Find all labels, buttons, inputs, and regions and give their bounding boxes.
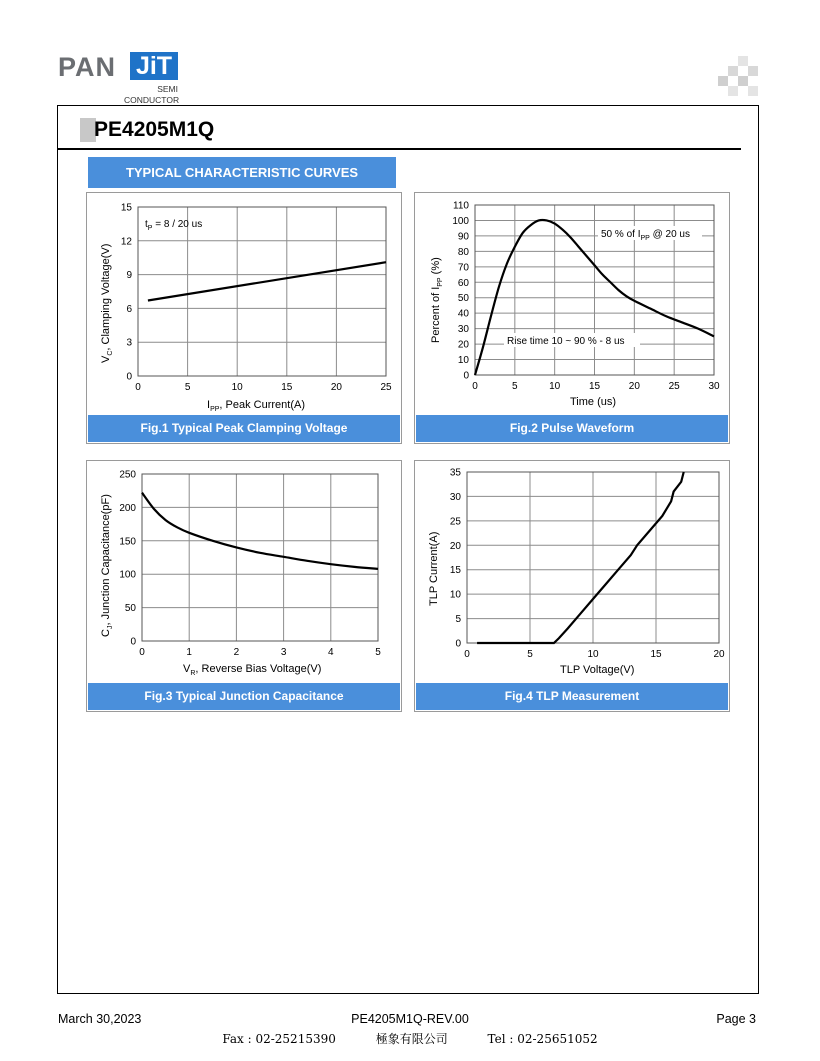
fig4-ytick-6: 30 (449, 491, 461, 503)
fig1-plot-area (138, 207, 386, 376)
fig1-ytick-0: 0 (126, 371, 132, 383)
figure-1-ylabel-text: $V_C$, Clamping Voltage(V) (100, 243, 114, 363)
fig2-xtick-3: 15 (588, 381, 601, 392)
fig1-ytick-5: 15 (120, 202, 132, 214)
title-divider (57, 148, 741, 150)
figure-2-chart (415, 193, 731, 415)
figure-1-caption: Fig.1 Typical Peak Clamping Voltage (88, 415, 400, 442)
figure-2-annotation-2: Rise time 10 ~ 90 % - 8 us (507, 336, 625, 347)
fig2-ytick-7: 70 (457, 262, 469, 274)
fig4-ytick-1: 5 (455, 614, 461, 626)
logo-jit-text: JiT (130, 52, 178, 80)
fig1-xtick-0: 0 (135, 382, 141, 393)
fig3-xtick-3: 3 (280, 647, 287, 658)
figure-1-xlabel: $I_{PP}$, Peak Current(A) (207, 399, 305, 413)
fig4-ytick-0: 0 (455, 638, 461, 650)
fig1-xtick-5: 25 (380, 382, 392, 393)
fig3-plot-area (142, 474, 378, 641)
fig4-xtick-3: 15 (650, 649, 662, 660)
fig3-ytick-2: 100 (119, 569, 136, 581)
figure-4-chart (415, 461, 731, 683)
fig1-ytick-3: 9 (126, 270, 132, 282)
fig3-ytick-5: 250 (119, 469, 136, 481)
fig2-ytick-0: 0 (463, 370, 469, 382)
footer-tel: Tel : 02-25651052 (487, 1032, 598, 1046)
fig2-ytick-2: 20 (457, 339, 469, 351)
figure-3-xlabel: $V_R$, Reverse Bias Voltage(V) (183, 663, 322, 677)
fig4-xtick-2: 10 (587, 649, 599, 660)
fig3-xtick-4: 4 (328, 647, 334, 658)
fig1-ytick-4: 12 (120, 236, 132, 248)
fig4-ytick-7: 35 (449, 467, 461, 479)
fig3-xtick-2: 2 (233, 647, 240, 658)
figure-3-ylabel: $C_J$, Junction Capacitance(pF) (100, 494, 114, 637)
fig4-xtick-0: 0 (464, 649, 470, 660)
fig2-ytick-1: 10 (457, 355, 469, 367)
logo-conductor-text: CONDUCTOR (124, 95, 180, 105)
fig3-ytick-4: 200 (119, 502, 136, 514)
fig2-xtick-0: 0 (472, 381, 478, 392)
fig1-ytick-1: 3 (126, 337, 132, 349)
figure-2-annotation-1: 50 % of $I_{PP}$ @ 20 us (601, 229, 690, 242)
fig2-ytick-5: 50 (457, 293, 469, 305)
fig3-xtick-1: 1 (186, 647, 192, 658)
figure-1-chart (87, 193, 403, 415)
figure-2-ylabel: Percent of $I_{PP}$ (%) (430, 257, 444, 343)
figure-1-panel (86, 192, 402, 444)
figure-3-panel (86, 460, 402, 712)
section-banner: TYPICAL CHARACTERISTIC CURVES (88, 157, 396, 188)
fig4-xtick-1: 5 (527, 649, 533, 660)
figure-4-panel (414, 460, 730, 712)
fig2-xtick-2: 10 (549, 381, 561, 392)
fig2-xtick-5: 25 (668, 381, 680, 392)
logo-pan-text: PAN (58, 52, 117, 82)
fig4-xtick-4: 20 (713, 649, 725, 660)
fig1-series-line (148, 262, 386, 300)
fig1-xtick-2: 10 (231, 382, 243, 393)
fig2-ytick-8: 80 (457, 246, 469, 258)
footer-page: Page 3 (716, 1012, 756, 1026)
fig1-xtick-3: 15 (281, 382, 293, 393)
footer-contact (0, 1031, 820, 1047)
figure-2-caption: Fig.2 Pulse Waveform (416, 415, 728, 442)
fig1-xtick-4: 20 (330, 382, 342, 393)
figure-1-annotation: $t_P = 8 / 20$ us (145, 219, 203, 232)
logo-semi-text: SEMI (157, 84, 178, 94)
figure-2-panel (414, 192, 730, 444)
company-logo (58, 50, 180, 106)
fig3-series-line (142, 493, 378, 569)
fig3-ytick-3: 150 (119, 536, 136, 548)
figure-3-caption: Fig.3 Typical Junction Capacitance (88, 683, 400, 710)
fig4-ytick-5: 25 (449, 516, 461, 528)
footer-fax: Fax : 02-25215390 (222, 1032, 336, 1046)
fig3-xtick-0: 0 (139, 647, 145, 658)
checker-pattern-icon (718, 56, 758, 96)
fig4-series-line (477, 472, 684, 643)
page-title: PE4205M1Q (94, 118, 215, 141)
figure-3-chart (87, 461, 403, 683)
fig3-ytick-0: 0 (130, 636, 136, 648)
fig2-xtick-1: 5 (512, 381, 518, 392)
footer-date: March 30,2023 (58, 1012, 142, 1026)
fig2-ytick-4: 40 (457, 308, 469, 320)
figure-4-xlabel: TLP Voltage(V) (560, 664, 635, 676)
fig1-ytick-2: 6 (126, 303, 132, 315)
figure-4-caption: Fig.4 TLP Measurement (416, 683, 728, 710)
fig1-xtick-1: 5 (184, 382, 191, 393)
fig2-xtick-4: 20 (628, 381, 640, 392)
fig3-ytick-1: 50 (124, 603, 136, 615)
fig2-ytick-10: 100 (452, 215, 469, 227)
fig2-xtick-6: 30 (708, 381, 720, 392)
footer-company: 極象有限公司 (375, 1032, 448, 1046)
fig3-xtick-5: 5 (375, 647, 381, 658)
fig2-ytick-11: 110 (453, 200, 469, 212)
figure-4-ylabel: TLP Current(A) (428, 531, 440, 606)
figure-2-xlabel: Time (us) (570, 396, 617, 408)
footer-doc-rev: PE4205M1Q-REV.00 (351, 1012, 469, 1026)
fig2-ytick-9: 90 (457, 231, 469, 243)
fig4-ytick-2: 10 (449, 589, 461, 601)
fig4-ytick-3: 15 (449, 565, 461, 577)
fig2-ytick-6: 60 (457, 277, 469, 289)
fig2-ytick-3: 30 (457, 324, 469, 336)
fig4-ytick-4: 20 (449, 540, 461, 552)
